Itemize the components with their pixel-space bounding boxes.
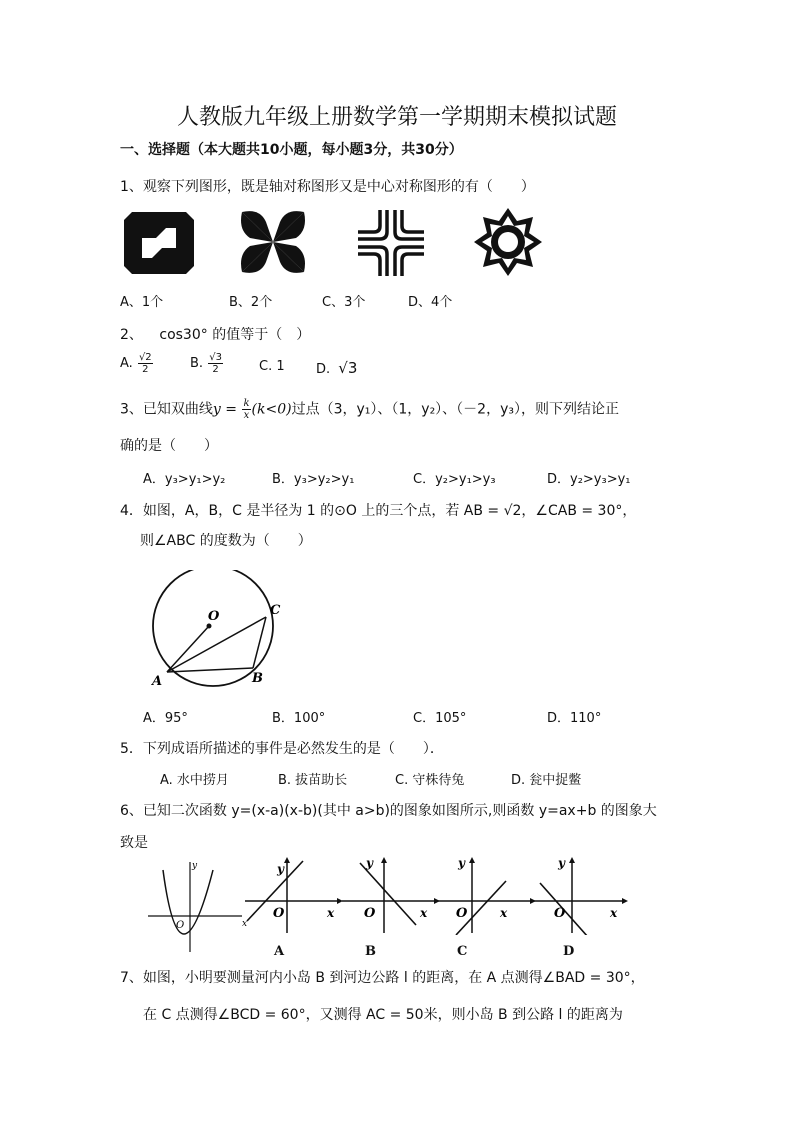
q5-stem: 5．下列成语所描述的事件是必然发生的是（ ）．	[120, 741, 444, 757]
page-title: 人教版九年级上册数学第一学期期末模拟试题	[176, 105, 617, 130]
q1-option-d: D、4个	[408, 295, 453, 310]
q3-line2: 确的是（ ）	[120, 438, 218, 454]
label-c: C	[270, 603, 281, 618]
label-a: A	[152, 674, 163, 689]
q3-fraction: $\frac{k}{x}$	[243, 398, 250, 421]
svg-text:O: O	[364, 906, 376, 921]
graph-d	[528, 855, 628, 935]
label-b: B	[252, 671, 263, 686]
q2-option-c: C. 1	[259, 359, 285, 374]
q5-option-b: B. 拔苗助长	[278, 773, 348, 788]
graph-b	[340, 855, 440, 935]
q5-option-d: D. 瓮中捉鳖	[511, 773, 582, 788]
svg-text:y: y	[192, 861, 198, 871]
q4-option-c: C．105°	[413, 711, 467, 726]
cross-pattern-icon	[356, 208, 426, 278]
q4-option-b: B．100°	[272, 711, 326, 726]
q6-line1: 6、已知二次函数 y=(x-a)(x-b)(其中 a>b)的图象如图所示,则函数 y=ax+b 的图象大	[120, 803, 657, 819]
svg-text:x: x	[500, 906, 508, 920]
svg-text:x: x	[327, 906, 335, 920]
q4-line1: 4．如图，A，B，C 是半径为 1 的⊙O 上的三个点，若 AB = √2，∠CAB = 30°，	[120, 503, 637, 519]
q6-line2: 致是	[120, 835, 148, 851]
q3-option-d: D．y₂>y₃>y₁	[547, 472, 631, 487]
q2-option-d: D. √3	[316, 359, 358, 377]
svg-text:O: O	[273, 906, 285, 921]
q3-option-b: B．y₃>y₂>y₁	[272, 472, 355, 487]
q3-option-a: A．y₃>y₁>y₂	[143, 472, 226, 487]
svg-text:O: O	[456, 906, 468, 921]
q2-a-fraction: $\frac{√2}{2}$	[138, 352, 152, 375]
svg-text:y: y	[458, 856, 465, 870]
q1-option-a: A、1个	[120, 295, 164, 310]
q4-line2: 则∠ABC 的度数为（ ）	[140, 533, 312, 549]
graph-d-label: D	[563, 944, 575, 959]
svg-text:x: x	[242, 919, 248, 929]
q1-stem: 1、观察下列图形，既是轴对称图形又是中心对称图形的有（ ）	[120, 179, 535, 195]
q2-number: 2、	[120, 327, 143, 343]
q2-function: cos30°	[159, 327, 208, 343]
svg-text:O: O	[176, 920, 185, 931]
q1-option-c: C、3个	[322, 295, 366, 310]
star-flower-icon	[472, 206, 544, 278]
svg-text:y: y	[366, 856, 373, 870]
q3-line1: 3、已知双曲线y = $\frac{k}{x}$ (k<0)过点（3，y₁）、（1，y₂）、（－2，y₃），则下列结论正	[120, 398, 619, 421]
q2-b-fraction: $\frac{√3}{2}$	[209, 352, 222, 375]
svg-text:O: O	[554, 906, 566, 921]
circle-diagram	[140, 570, 290, 695]
q4-option-d: D．110°	[547, 711, 602, 726]
graph-a-label: A	[274, 944, 285, 959]
q7-line2: 在 C 点测得∠BCD = 60°，又测得 AC = 50米，则小岛 B 到公路 l 的距离为	[143, 1007, 623, 1023]
four-petal-icon	[236, 208, 310, 276]
svg-text:x: x	[610, 906, 618, 920]
graph-b-label: B	[365, 944, 376, 959]
q3-option-c: C．y₂>y₁>y₃	[413, 472, 496, 487]
q4-option-a: A．95°	[143, 711, 188, 726]
graph-a	[243, 855, 343, 935]
q1-option-b: B、2个	[229, 295, 273, 310]
q5-option-a: A. 水中捞月	[160, 773, 229, 788]
svg-text:y: y	[277, 862, 284, 876]
q2-option-b: B. $\frac{√3}{2}$	[190, 352, 222, 375]
svg-text:y: y	[558, 856, 565, 870]
graph-c-label: C	[457, 944, 468, 959]
q2-stem-tail: 的值等于（ ）	[212, 327, 311, 343]
svg-text:x: x	[420, 906, 428, 920]
label-o: O	[208, 609, 220, 624]
q2-stem	[120, 324, 310, 344]
section-heading: 一、选择题（本大题共10小题，每小题3分，共30分）	[120, 142, 463, 158]
graph-c	[436, 855, 536, 935]
q5-option-c: C. 守株待兔	[395, 773, 465, 788]
parabola-graph	[146, 858, 250, 956]
q2-option-a: A. $\frac{√2}{2}$	[120, 352, 152, 375]
q7-line1: 7、如图，小明要测量河内小岛 B 到河边公路 l 的距离，在 A 点测得∠BAD = 30°，	[120, 970, 645, 986]
square-frame-icon	[122, 210, 196, 276]
